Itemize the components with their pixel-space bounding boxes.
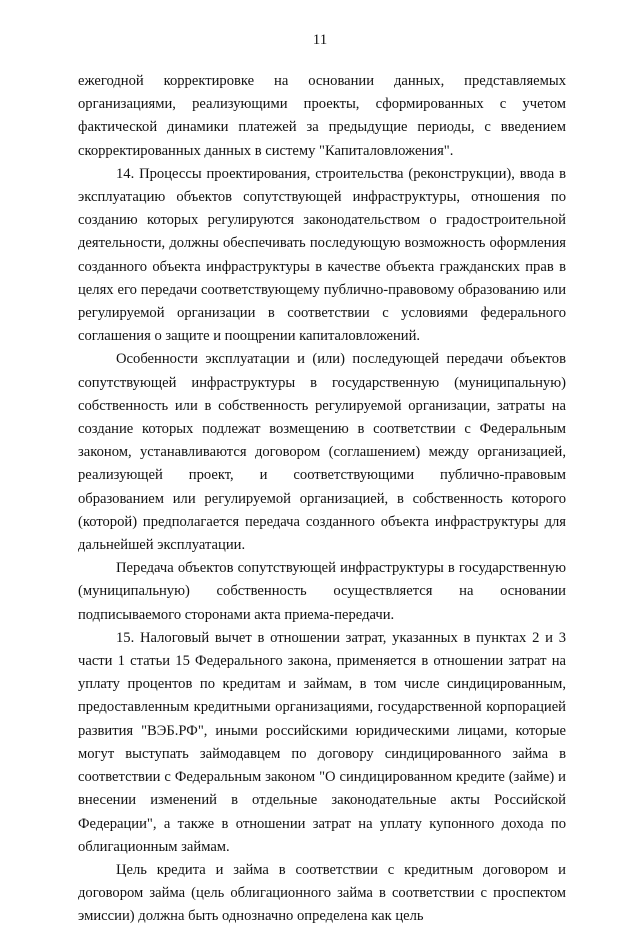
paragraph-operation-features: Особенности эксплуатации и (или) последующей передачи объектов сопутствующей инфраструктуры в государственную (муниципальную) собственность или в собственность регулируемой организации, затраты на создание которых подлежат возмещению в соответствии с Федеральным законом, устанавливаются договором (соглашением) между организацией, реализующей проект, и соответствующими публично-правовым образованием или регулируемой организацией, в собственность которого (которой) предполагается передача созданного объекта инфраструктуры для дальнейшей эксплуатации. [78, 351, 566, 554]
paragraph-item-14: 14. Процессы проектирования, строительства (реконструкции), ввода в эксплуатацию объектов сопутствующей инфраструктуры, отношения по созданию которых регулируются законодательством о градостроительной деятельности, должны обеспечивать последующую возможность оформления созданного объекта инфраструктуры в качестве объекта гражданских прав в целях его передачи соответствующему публично-правовому образованию или регулируемой организации в соответствии с условиями федерального соглашения о защите и поощрении капиталовложений. [78, 165, 566, 345]
document-body [78, 70, 566, 929]
paragraph-item-15: 15. Налоговый вычет в отношении затрат, указанных в пунктах 2 и 3 части 1 статьи 15 Федерального закона, применяется в отношении затрат на уплату процентов по кредитам и займам, в том числе синдицированным, предоставленным кредитными организациями, государственной корпорацией развития "ВЭБ.РФ", иными российскими юридическими лицами, которые могут выступать займодавцем по договору синдицированного займа в соответствии с Федеральным законом "О синдицированном кредите (займе) и внесении изменений в отдельные законодательные акты Российской Федерации", а также в отношении затрат на уплату купонного дохода по облигационным займам. [78, 629, 566, 855]
paragraph-transfer: Передача объектов сопутствующей инфраструктуры в государственную (муниципальную) собственность осуществляется на основании подписываемого сторонами акта приема-передачи. [78, 560, 566, 623]
paragraph-loan-purpose: Цель кредита и займа в соответствии с кредитным договором и договором займа (цель облигационного займа в соответствии с проспектом эмиссии) должна быть однозначно определена как цель [78, 861, 566, 925]
page-number: 11 [312, 32, 328, 48]
paragraph-continuation: ежегодной корректировке на основании данных, представляемых организациями, реализующими проекты, сформированных с учетом фактической динамики платежей за предыдущие периоды, с введением скорректированных данных в систему "Капиталовложения". [78, 73, 566, 159]
